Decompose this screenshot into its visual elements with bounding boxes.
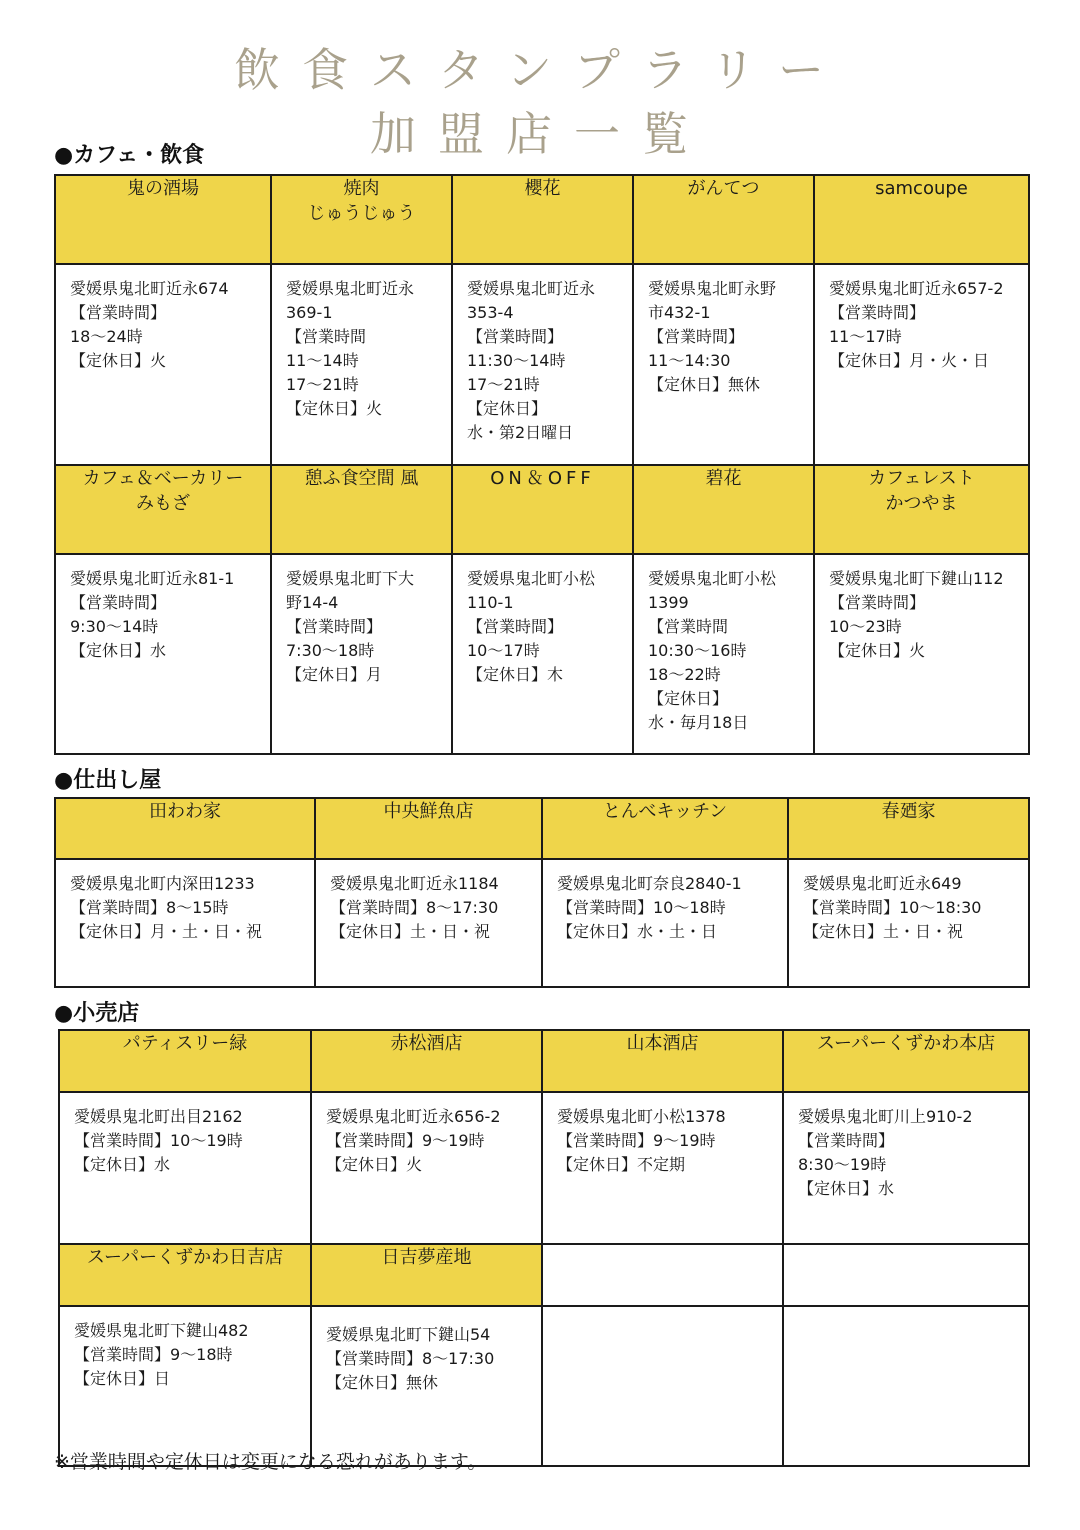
store-name: 碧花 <box>705 468 742 489</box>
store-info-cell <box>315 859 542 987</box>
store-info: 愛媛県鬼北町近永649 【営業時間】10〜18:30 【定休日】土・日・祝 <box>803 874 982 941</box>
retail-table <box>58 1029 1030 1467</box>
section-heading-retail: ●小売店 <box>54 1001 140 1026</box>
store-info-cell <box>271 264 452 465</box>
empty-name-cell <box>783 1244 1029 1306</box>
store-info-cell <box>311 1306 542 1466</box>
store-name-cell <box>55 798 315 859</box>
store-info: 愛媛県鬼北町近永1184 【営業時間】8〜17:30 【定休日】土・日・祝 <box>330 874 499 941</box>
store-name-cell <box>788 798 1029 859</box>
store-name-cell <box>311 1030 542 1092</box>
store-info: 愛媛県鬼北町近永657-2 【営業時間】 11〜17時 【定休日】月・火・日 <box>829 279 1004 370</box>
store-name-cell <box>633 465 814 554</box>
store-info: 愛媛県鬼北町小松 1399 【営業時間 10:30〜16時 18〜22時 【定休日】 水・毎月18日 <box>648 569 777 732</box>
store-info-cell <box>59 1092 311 1244</box>
store-name: 春廼家 <box>881 801 936 822</box>
cafe-table <box>54 174 1030 755</box>
store-name: 赤松酒店 <box>390 1033 463 1054</box>
store-name: カフェ＆ベーカリー みもざ <box>82 468 244 514</box>
store-name: 山本酒店 <box>626 1033 699 1054</box>
store-name: スーパーくずかわ日吉店 <box>86 1247 284 1268</box>
store-info <box>784 1307 1028 1319</box>
store-info-cell <box>271 554 452 754</box>
store-info-cell <box>452 264 633 465</box>
store-info: 愛媛県鬼北町近永 369-1 【営業時間 11〜14時 17〜21時 【定休日】火 <box>286 279 415 418</box>
store-name-cell <box>452 175 633 264</box>
store-name: カフェレスト かつやま <box>868 468 975 514</box>
store-name-cell <box>59 1244 311 1306</box>
store-info: 愛媛県鬼北町下大 野14-4 【営業時間】 7:30〜18時 【定休日】月 <box>286 569 415 684</box>
store-name-cell <box>59 1030 311 1092</box>
store-name-cell <box>452 465 633 554</box>
store-name: 櫻花 <box>524 178 561 199</box>
store-info: 愛媛県鬼北町下鍵山482 【営業時間】9〜18時 【定休日】日 <box>74 1321 249 1388</box>
store-name-cell <box>814 175 1029 264</box>
store-info-cell <box>542 1092 783 1244</box>
store-name: ON＆OFF <box>490 468 595 489</box>
store-info: 愛媛県鬼北町近永81-1 【営業時間】 9:30〜14時 【定休日】水 <box>70 569 235 660</box>
section-heading-catering: ●仕出し屋 <box>54 768 162 793</box>
store-info-cell <box>55 859 315 987</box>
catering-table <box>54 797 1030 988</box>
store-name: スーパーくずかわ本店 <box>816 1033 996 1054</box>
store-info-cell <box>783 1092 1029 1244</box>
store-info: 愛媛県鬼北町下鍵山54 【営業時間】8〜17:30 【定休日】無休 <box>326 1325 495 1392</box>
store-info-cell <box>633 554 814 754</box>
store-info-cell <box>311 1092 542 1244</box>
empty-name-cell <box>542 1244 783 1306</box>
store-name-cell <box>783 1030 1029 1092</box>
store-name-cell <box>271 465 452 554</box>
store-name-cell <box>311 1244 542 1306</box>
empty-info-cell <box>783 1306 1029 1466</box>
store-info-cell <box>814 554 1029 754</box>
store-info-cell <box>542 859 788 987</box>
store-name: samcoupe <box>875 178 968 199</box>
store-name-cell <box>633 175 814 264</box>
store-info-cell <box>59 1306 311 1466</box>
store-name: がんてつ <box>687 178 760 199</box>
footnote: ※営業時間や定休日は変更になる恐れがあります。 <box>54 1451 487 1473</box>
store-info-cell <box>788 859 1029 987</box>
store-name-cell <box>315 798 542 859</box>
store-info: 愛媛県鬼北町奈良2840-1 【営業時間】10〜18時 【定休日】水・土・日 <box>557 874 742 941</box>
store-name: 焼肉 じゅうじゅう <box>307 178 416 224</box>
store-info: 愛媛県鬼北町小松 110-1 【営業時間】 10〜17時 【定休日】木 <box>467 569 596 684</box>
store-info-cell <box>633 264 814 465</box>
store-info: 愛媛県鬼北町小松1378 【営業時間】9〜19時 【定休日】不定期 <box>557 1107 726 1174</box>
title-line-2: 加盟店一覧 <box>370 107 710 161</box>
store-info: 愛媛県鬼北町下鍵山112 【営業時間】 10〜23時 【定休日】火 <box>829 569 1004 660</box>
store-name-cell <box>542 798 788 859</box>
store-name: 憩ふ食空間 風 <box>304 468 419 489</box>
store-info: 愛媛県鬼北町内深田1233 【営業時間】8〜15時 【定休日】月・土・日・祝 <box>70 874 263 941</box>
store-name: 田わわ家 <box>149 801 221 822</box>
store-info: 愛媛県鬼北町川上910-2 【営業時間】 8:30〜19時 【定休日】水 <box>798 1107 973 1198</box>
store-info: 愛媛県鬼北町永野 市432-1 【営業時間】 11〜14:30 【定休日】無休 <box>648 279 777 394</box>
store-info-cell <box>814 264 1029 465</box>
store-info: 愛媛県鬼北町出目2162 【営業時間】10〜19時 【定休日】水 <box>74 1107 243 1174</box>
store-info: 愛媛県鬼北町近永656-2 【営業時間】9〜19時 【定休日】火 <box>326 1107 501 1174</box>
store-name: とんべキッチン <box>602 801 728 822</box>
store-name-cell <box>271 175 452 264</box>
store-info: 愛媛県鬼北町近永 353-4 【営業時間】 11:30〜14時 17〜21時 【定休日】 水・第2日曜日 <box>467 279 596 442</box>
empty-info-cell <box>542 1306 783 1466</box>
store-name-cell <box>55 465 271 554</box>
store-info-cell <box>55 264 271 465</box>
store-name: パティスリー緑 <box>122 1033 248 1054</box>
store-name: 鬼の酒場 <box>127 178 199 199</box>
store-name: 日吉夢産地 <box>381 1247 472 1268</box>
title-line-1: 飲食スタンプラリー <box>234 43 846 97</box>
store-name: 中央鮮魚店 <box>383 801 474 822</box>
store-info: 愛媛県鬼北町近永674 【営業時間】 18〜24時 【定休日】火 <box>70 279 229 370</box>
section-heading-cafe: ●カフェ・飲食 <box>54 143 205 168</box>
store-info <box>543 1307 782 1319</box>
store-name-cell <box>814 465 1029 554</box>
store-name-cell <box>55 175 271 264</box>
store-name-cell <box>542 1030 783 1092</box>
store-info-cell <box>55 554 271 754</box>
store-info-cell <box>452 554 633 754</box>
